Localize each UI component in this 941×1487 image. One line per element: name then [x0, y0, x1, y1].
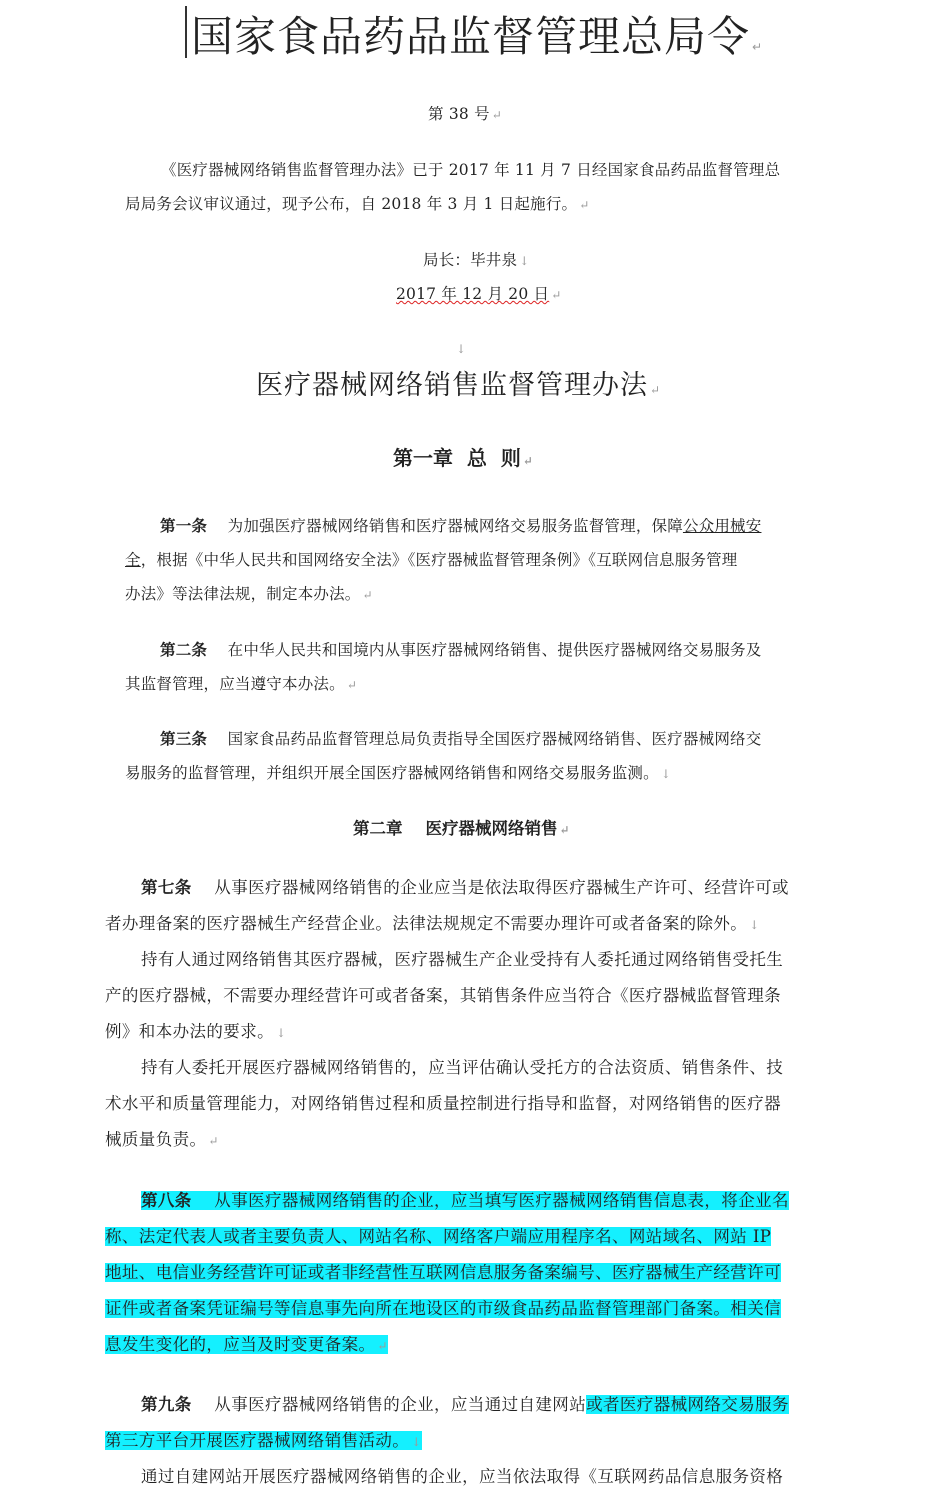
order-intro-line1: 《医疗器械网络销售监督管理办法》已于 2017 年 11 月 7 日经国家食品药品监督管理总: [161, 161, 781, 179]
order-number-text: 第 38 号: [428, 105, 490, 123]
article9-line2: [105, 1427, 422, 1451]
article2-line1-text: 在中华人民共和国境内从事医疗器械网络销售、提供医疗器械网络交易服务及: [227, 641, 762, 659]
order-date: [396, 282, 562, 304]
empty-line: [454, 338, 466, 357]
line-break-mark: ↓: [749, 918, 760, 932]
article9-label: 第九条: [141, 1395, 192, 1414]
order-number: [428, 102, 502, 124]
article9-line2-text: 第三方平台开展医疗器械网络销售活动。: [105, 1431, 410, 1450]
order-intro-line2: [125, 192, 590, 214]
order-title: [191, 4, 763, 64]
article8-line5: [105, 1331, 388, 1355]
chapter2-heading: [353, 815, 570, 839]
paragraph-mark: ↵: [208, 1134, 219, 1148]
paragraph-mark: ↵: [559, 823, 570, 837]
article1-line2: [125, 548, 738, 570]
chapter1-text: 第一章 总 则: [393, 446, 521, 470]
text-cursor: [185, 6, 187, 58]
article7-p3-line3-text: 械质量负责。: [105, 1130, 207, 1149]
article7-p2-line3-text: 例》和本办法的要求。: [105, 1022, 274, 1041]
article1-line2-text: ，根据《中华人民共和国网络安全法》《医疗器械监督管理条例》《互联网信息服务管理: [140, 551, 738, 569]
article8-line2: [105, 1223, 771, 1247]
line-break-mark: ↓: [519, 254, 530, 268]
paragraph-mark: ↵: [346, 678, 358, 692]
article7-p2-line3: [105, 1018, 286, 1042]
article7-line2-text: 者办理备案的医疗器械生产经营企业。法律法规规定不需要办理许可或者备案的除外。: [105, 914, 748, 933]
paragraph-mark: ↵: [522, 454, 533, 468]
paragraph-mark: ↵: [551, 288, 562, 302]
order-date-text: 2017 年 12 月 20 日: [396, 285, 550, 303]
article8-label: 第八条: [141, 1191, 192, 1210]
article7-line1-text: 从事医疗器械网络销售的企业应当是依法取得医疗器械生产许可、经营许可或: [214, 878, 789, 897]
article8-line4: [105, 1295, 781, 1319]
article7-p2-line1: 持有人通过网络销售其医疗器械，医疗器械生产企业受持有人委托通过网络销售受托生: [141, 950, 784, 969]
article1-line1: [160, 514, 761, 536]
article8-line5-text: 息发生变化的，应当及时变更备案。: [105, 1335, 376, 1354]
article3-label: 第三条: [160, 729, 208, 748]
article7-label: 第七条: [141, 878, 192, 897]
article8-line1: [141, 1187, 789, 1211]
article7-line2: [105, 910, 760, 934]
order-director: [423, 248, 529, 270]
paragraph-mark: ↵: [579, 198, 590, 212]
paragraph-mark: ↵: [650, 383, 662, 397]
order-title-text: 国家食品药品监督管理总局令: [191, 12, 751, 61]
article1-underline-text2: 全: [125, 551, 141, 569]
article3-line1-text: 国家食品药品监督管理总局负责指导全国医疗器械网络销售、医疗器械网络交: [227, 730, 762, 748]
order-director-text: 局长：毕井泉: [423, 251, 518, 269]
line-break-mark: ↓: [411, 1435, 422, 1449]
line-break-mark: ↓: [456, 342, 467, 356]
article7-p2-line2: 产的医疗器械，不需要办理经营许可或者备案，其销售条件应当符合《医疗器械监督管理条: [105, 986, 781, 1005]
article9-p2-line1: 通过自建网站开展医疗器械网络销售的企业，应当依法取得《互联网药品信息服务资格: [141, 1467, 784, 1486]
article8-line4-text: 证件或者备案凭证编号等信息事先向所在地设区的市级食品药品监督管理部门备案。相关信: [105, 1299, 781, 1318]
paragraph-mark: ↵: [362, 588, 373, 602]
article7-p3-line1: 持有人委托开展医疗器械网络销售的，应当评估确认受托方的合法资质、销售条件、技: [141, 1058, 784, 1077]
document-title: [256, 363, 661, 402]
article9-line1: [141, 1391, 789, 1415]
article1-line3-text: 办法》等法律法规，制定本办法。: [125, 585, 361, 603]
article3-line2: [125, 761, 671, 783]
article9-highlight-text: 或者医疗器械网络交易服务: [586, 1395, 789, 1414]
article8-line3: [105, 1259, 781, 1283]
document-title-text: 医疗器械网络销售监督管理办法: [256, 370, 648, 401]
chapter2-text: 第二章 医疗器械网络销售: [353, 819, 558, 838]
article3-line2-text: 易服务的监督管理，并组织开展全国医疗器械网络销售和网络交易服务监测。: [125, 764, 659, 782]
article1-label: 第一条: [160, 516, 208, 535]
article9-line1-text: 从事医疗器械网络销售的企业，应当通过自建网站: [214, 1395, 587, 1414]
article1-line1-text: 为加强医疗器械网络销售和医疗器械网络交易服务监督管理，保障: [227, 517, 683, 535]
paragraph-mark: ↵: [377, 1339, 388, 1353]
article2-label: 第二条: [160, 640, 208, 659]
line-break-mark: ↓: [276, 1026, 287, 1040]
chapter1-heading: [393, 442, 533, 471]
article3-line1: [160, 727, 761, 749]
article7-line1: [141, 874, 789, 898]
article7-p3-line2: 术水平和质量管理能力，对网络销售过程和质量控制进行指导和监督，对网络销售的医疗器: [105, 1094, 781, 1113]
article1-underline-text: 公众用械安: [682, 517, 762, 535]
article1-line3: [125, 582, 373, 604]
article2-line2: [125, 672, 357, 694]
article2-line2-text: 其监督管理，应当遵守本办法。: [125, 675, 345, 693]
article8-line1-text: 从事医疗器械网络销售的企业，应当填写医疗器械网络销售信息表，将企业名: [214, 1191, 789, 1210]
paragraph-mark: ↵: [752, 40, 764, 54]
paragraph-mark: ↵: [491, 108, 503, 122]
article8-line2-text: 称、法定代表人或者主要负责人、网站名称、网络客户端应用程序名、网站域名、网站 IP: [105, 1227, 772, 1246]
article7-p3-line3: [105, 1126, 219, 1150]
order-intro-line2-text: 局局务会议审议通过，现予公布，自 2018 年 3 月 1 日起施行。: [125, 195, 578, 213]
article2-line1: [160, 638, 761, 660]
article8-line3-text: 地址、电信业务经营许可证或者非经营性互联网信息服务备案编号、医疗器械生产经营许可: [105, 1263, 781, 1282]
line-break-mark: ↓: [660, 767, 672, 781]
